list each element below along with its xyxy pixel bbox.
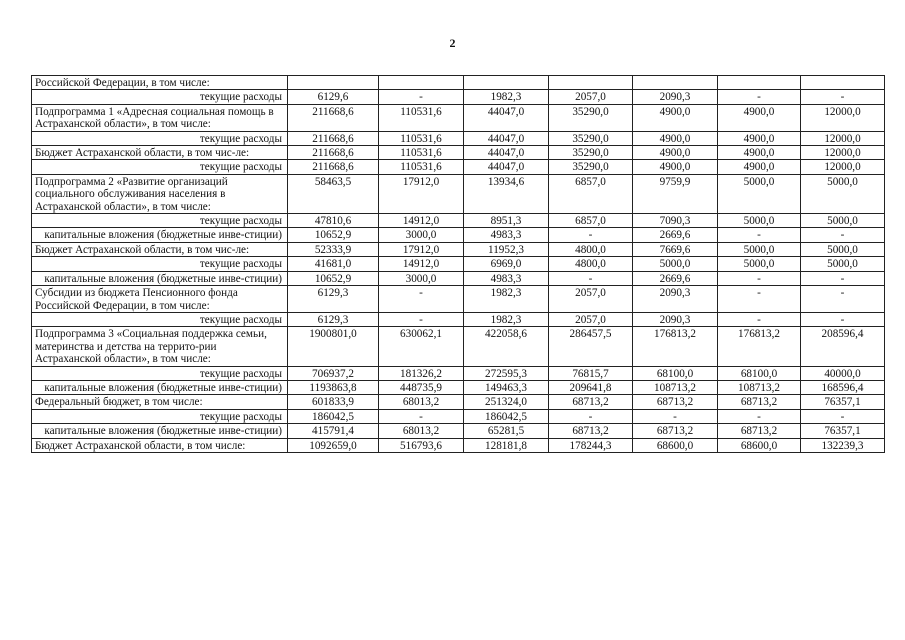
- table-row: [32, 131, 885, 145]
- table-cell: 2090,3: [633, 312, 718, 326]
- table-row: [32, 327, 885, 366]
- table-cell: 5000,0: [633, 257, 718, 271]
- table-cell: 1982,3: [464, 286, 549, 313]
- table-row: [32, 104, 885, 131]
- table-row: [32, 242, 885, 256]
- table-cell: 6857,0: [549, 214, 633, 228]
- table-cell: 68600,0: [718, 438, 801, 452]
- budget-table: [31, 75, 885, 453]
- table-cell: -: [718, 409, 801, 423]
- table-cell: 1982,3: [464, 90, 549, 104]
- table-cell: 448735,9: [379, 380, 464, 394]
- table-cell: 108713,2: [718, 380, 801, 394]
- table-cell: 110531,6: [379, 146, 464, 160]
- table-cell: 35290,0: [549, 104, 633, 131]
- table-row: [32, 214, 885, 228]
- table-cell: 41681,0: [288, 257, 379, 271]
- row-label: текущие расходы: [32, 131, 288, 145]
- table-row: [32, 395, 885, 409]
- table-row: [32, 424, 885, 438]
- table-cell: 76815,7: [549, 366, 633, 380]
- row-label: капитальные вложения (бюджетные инве-стиции): [32, 380, 288, 394]
- table-cell: 44047,0: [464, 146, 549, 160]
- table-cell: 128181,8: [464, 438, 549, 452]
- table-cell: 68713,2: [718, 424, 801, 438]
- table-cell: 2090,3: [633, 286, 718, 313]
- table-cell: 6969,0: [464, 257, 549, 271]
- table-cell: 13934,6: [464, 174, 549, 213]
- table-cell: 10652,9: [288, 271, 379, 285]
- table-cell: 68713,2: [633, 424, 718, 438]
- table-row: [32, 76, 885, 90]
- table-cell: 1900801,0: [288, 327, 379, 366]
- table-cell: 35290,0: [549, 146, 633, 160]
- table-cell: 110531,6: [379, 160, 464, 174]
- table-cell: 4800,0: [549, 257, 633, 271]
- row-label: текущие расходы: [32, 160, 288, 174]
- table-cell: 68100,0: [718, 366, 801, 380]
- table-cell: [549, 76, 633, 90]
- row-label: текущие расходы: [32, 257, 288, 271]
- table-cell: [379, 76, 464, 90]
- table-cell: 4900,0: [718, 146, 801, 160]
- row-label: капитальные вложения (бюджетные инве-стиции): [32, 424, 288, 438]
- table-cell: 44047,0: [464, 160, 549, 174]
- row-label: Подпрограмма 3 «Социальная поддержка семьи, материнства и детства на террито-рии Астраханской области», в том числе:: [32, 327, 288, 366]
- table-cell: -: [801, 409, 885, 423]
- table-cell: 6129,3: [288, 312, 379, 326]
- table-cell: 12000,0: [801, 131, 885, 145]
- table-row: [32, 257, 885, 271]
- table-cell: 286457,5: [549, 327, 633, 366]
- table-cell: 14912,0: [379, 214, 464, 228]
- row-label: капитальные вложения (бюджетные инве-стиции): [32, 228, 288, 242]
- table-row: [32, 90, 885, 104]
- table-cell: 14912,0: [379, 257, 464, 271]
- table-row: [32, 438, 885, 452]
- table-cell: 68013,2: [379, 424, 464, 438]
- table-cell: 108713,2: [633, 380, 718, 394]
- table-cell: 186042,5: [288, 409, 379, 423]
- table-cell: 68713,2: [718, 395, 801, 409]
- table-cell: 178244,3: [549, 438, 633, 452]
- table-row: [32, 286, 885, 313]
- table-cell: 5000,0: [801, 242, 885, 256]
- table-cell: 630062,1: [379, 327, 464, 366]
- row-label: Субсидии из бюджета Пенсионного фонда Российской Федерации, в том числе:: [32, 286, 288, 313]
- table-cell: 2669,6: [633, 271, 718, 285]
- page-number: 2: [449, 36, 456, 50]
- row-label: Подпрограмма 2 «Развитие организаций социального обслуживания населения в Астраханской области», в том числе:: [32, 174, 288, 213]
- table-cell: 2057,0: [549, 312, 633, 326]
- table-cell: 68600,0: [633, 438, 718, 452]
- table-cell: 6129,6: [288, 90, 379, 104]
- table-cell: 211668,6: [288, 104, 379, 131]
- row-label: Подпрограмма 1 «Адресная социальная помощь в Астраханской области», в том числе:: [32, 104, 288, 131]
- table-cell: 68713,2: [633, 395, 718, 409]
- table-cell: [801, 76, 885, 90]
- table-cell: 7090,3: [633, 214, 718, 228]
- table-row: [32, 174, 885, 213]
- table-cell: 4983,3: [464, 271, 549, 285]
- table-cell: 10652,9: [288, 228, 379, 242]
- table-cell: 17912,0: [379, 174, 464, 213]
- table-cell: 706937,2: [288, 366, 379, 380]
- table-cell: 132239,3: [801, 438, 885, 452]
- table-cell: 12000,0: [801, 146, 885, 160]
- table-cell: -: [379, 90, 464, 104]
- table-row: [32, 366, 885, 380]
- table-cell: 5000,0: [718, 242, 801, 256]
- table-cell: 415791,4: [288, 424, 379, 438]
- row-label: Бюджет Астраханской области, в том чис-ле:: [32, 146, 288, 160]
- table-cell: 1092659,0: [288, 438, 379, 452]
- table-cell: 5000,0: [718, 214, 801, 228]
- table-cell: 2057,0: [549, 286, 633, 313]
- table-cell: 2669,6: [633, 228, 718, 242]
- table-cell: 1982,3: [464, 312, 549, 326]
- row-label: Российской Федерации, в том числе:: [32, 76, 288, 90]
- table-row: [32, 160, 885, 174]
- table-cell: 149463,3: [464, 380, 549, 394]
- table-cell: 176813,2: [633, 327, 718, 366]
- table-cell: 4983,3: [464, 228, 549, 242]
- table-cell: 9759,9: [633, 174, 718, 213]
- table-cell: 76357,1: [801, 395, 885, 409]
- table-cell: 5000,0: [718, 174, 801, 213]
- table-cell: -: [718, 286, 801, 313]
- table-cell: -: [801, 228, 885, 242]
- table-cell: 5000,0: [801, 214, 885, 228]
- table-cell: 422058,6: [464, 327, 549, 366]
- table-row: [32, 271, 885, 285]
- row-label: Федеральный бюджет, в том числе:: [32, 395, 288, 409]
- table-cell: 4900,0: [633, 104, 718, 131]
- table-cell: -: [549, 228, 633, 242]
- table-cell: 181326,2: [379, 366, 464, 380]
- table-cell: -: [718, 312, 801, 326]
- table-cell: 601833,9: [288, 395, 379, 409]
- table-row: [32, 380, 885, 394]
- table-cell: -: [633, 409, 718, 423]
- row-label: текущие расходы: [32, 409, 288, 423]
- table-cell: 52333,9: [288, 242, 379, 256]
- table-cell: 208596,4: [801, 327, 885, 366]
- table-cell: 11952,3: [464, 242, 549, 256]
- table-cell: 5000,0: [801, 174, 885, 213]
- row-label: текущие расходы: [32, 366, 288, 380]
- table-cell: 516793,6: [379, 438, 464, 452]
- budget-table-body: [32, 76, 885, 453]
- table-row: [32, 409, 885, 423]
- table-cell: 5000,0: [718, 257, 801, 271]
- table-cell: -: [801, 90, 885, 104]
- table-cell: 209641,8: [549, 380, 633, 394]
- row-label: капитальные вложения (бюджетные инве-стиции): [32, 271, 288, 285]
- table-row: [32, 228, 885, 242]
- table-cell: 68713,2: [549, 424, 633, 438]
- row-label: текущие расходы: [32, 312, 288, 326]
- table-cell: 4900,0: [718, 131, 801, 145]
- row-label: текущие расходы: [32, 214, 288, 228]
- table-row: [32, 312, 885, 326]
- table-cell: 110531,6: [379, 104, 464, 131]
- table-cell: 110531,6: [379, 131, 464, 145]
- table-cell: 2057,0: [549, 90, 633, 104]
- table-cell: 35290,0: [549, 131, 633, 145]
- table-cell: 4800,0: [549, 242, 633, 256]
- table-cell: 35290,0: [549, 160, 633, 174]
- table-cell: 12000,0: [801, 160, 885, 174]
- table-cell: 47810,6: [288, 214, 379, 228]
- row-label: Бюджет Астраханской области, в том чис-ле:: [32, 242, 288, 256]
- table-cell: 211668,6: [288, 146, 379, 160]
- table-cell: -: [379, 312, 464, 326]
- table-cell: -: [718, 90, 801, 104]
- table-cell: 76357,1: [801, 424, 885, 438]
- table-cell: -: [801, 312, 885, 326]
- table-cell: -: [718, 271, 801, 285]
- table-cell: 6129,3: [288, 286, 379, 313]
- table-cell: -: [718, 228, 801, 242]
- table-cell: 176813,2: [718, 327, 801, 366]
- table-cell: -: [549, 271, 633, 285]
- table-cell: 3000,0: [379, 228, 464, 242]
- table-cell: 68013,2: [379, 395, 464, 409]
- table-cell: 58463,5: [288, 174, 379, 213]
- table-cell: 4900,0: [633, 160, 718, 174]
- table-cell: 8951,3: [464, 214, 549, 228]
- table-cell: 17912,0: [379, 242, 464, 256]
- table-cell: [718, 76, 801, 90]
- table-cell: 44047,0: [464, 104, 549, 131]
- row-label: текущие расходы: [32, 90, 288, 104]
- table-cell: 3000,0: [379, 271, 464, 285]
- table-cell: 12000,0: [801, 104, 885, 131]
- table-cell: 168596,4: [801, 380, 885, 394]
- table-cell: [464, 76, 549, 90]
- table-cell: 68713,2: [549, 395, 633, 409]
- table-cell: 2090,3: [633, 90, 718, 104]
- table-cell: 40000,0: [801, 366, 885, 380]
- table-cell: -: [379, 286, 464, 313]
- table-cell: 4900,0: [718, 104, 801, 131]
- table-cell: 4900,0: [633, 146, 718, 160]
- table-cell: [288, 76, 379, 90]
- table-cell: 7669,6: [633, 242, 718, 256]
- table-cell: 6857,0: [549, 174, 633, 213]
- table-row: [32, 146, 885, 160]
- table-cell: [633, 76, 718, 90]
- table-cell: 211668,6: [288, 160, 379, 174]
- table-cell: 44047,0: [464, 131, 549, 145]
- table-cell: -: [801, 271, 885, 285]
- table-cell: 272595,3: [464, 366, 549, 380]
- table-cell: 251324,0: [464, 395, 549, 409]
- row-label: Бюджет Астраханской области, в том числе:: [32, 438, 288, 452]
- table-cell: 4900,0: [633, 131, 718, 145]
- table-cell: -: [379, 409, 464, 423]
- table-cell: 1193863,8: [288, 380, 379, 394]
- table-cell: 4900,0: [718, 160, 801, 174]
- table-cell: 65281,5: [464, 424, 549, 438]
- table-cell: -: [549, 409, 633, 423]
- table-cell: -: [801, 286, 885, 313]
- table-cell: 5000,0: [801, 257, 885, 271]
- table-cell: 211668,6: [288, 131, 379, 145]
- table-cell: 68100,0: [633, 366, 718, 380]
- table-cell: 186042,5: [464, 409, 549, 423]
